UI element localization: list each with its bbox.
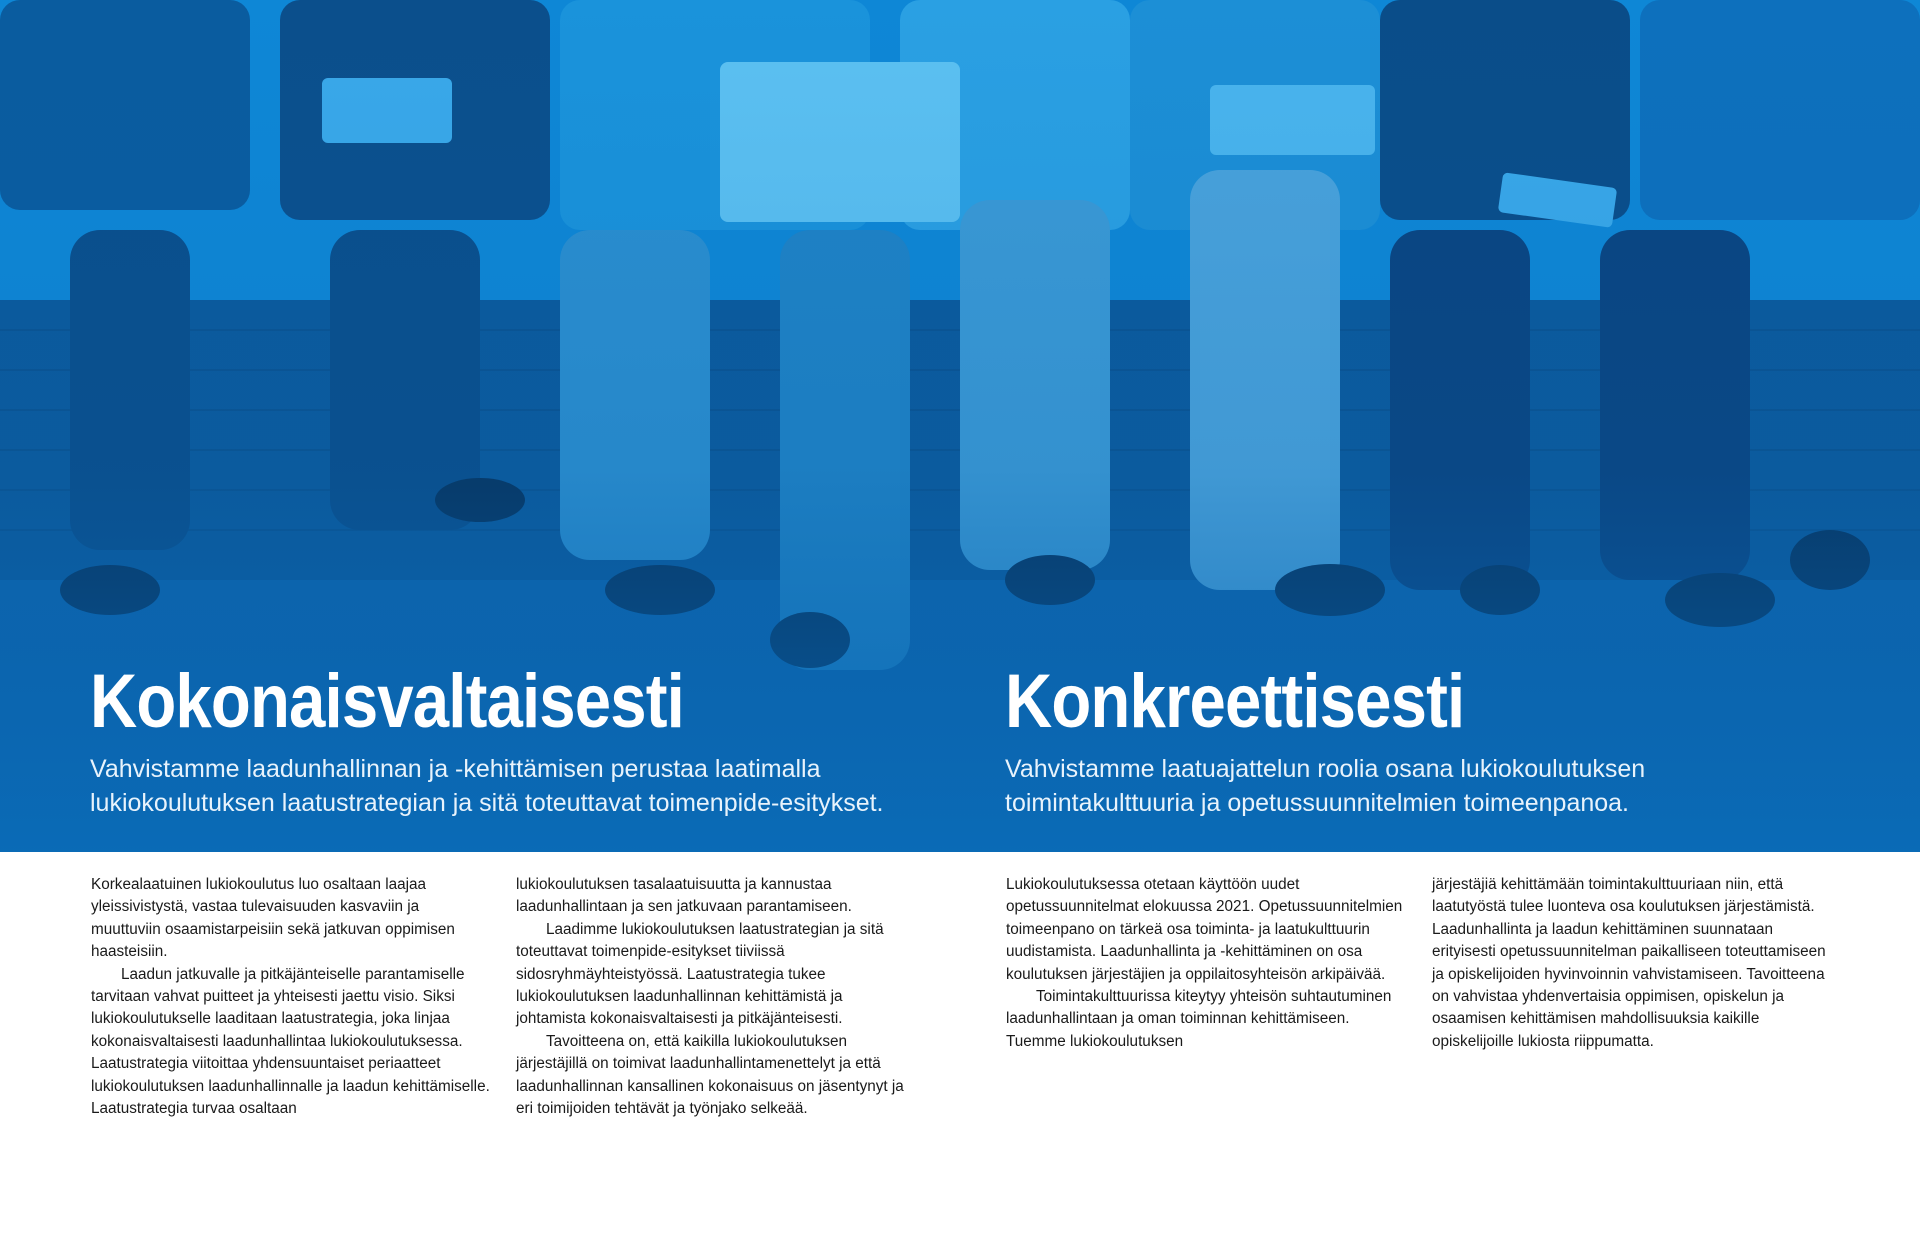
- paragraph: lukiokoulutuksen tasalaatuisuutta ja kannustaa laadunhallintaan ja sen jatkuvaan parantamiseen.: [516, 876, 852, 916]
- paragraph: Tavoitteena on, että kaikilla lukiokoulutuksen järjestäjillä on toimivat laadunhallintamenettelyt ja että laadunhallinnan kansallinen kokonaisuus on jäsentynyt ja eri toimijoiden tehtävät ja työnjako selkeää.: [516, 1032, 904, 1118]
- right-section-title: Konkreettisesti: [1005, 659, 1465, 744]
- left-section-title: Kokonaisvaltaisesti: [90, 659, 684, 744]
- paragraph: Laadimme lukiokoulutuksen laatustrategian ja sitä toteuttavat toimenpide-esitykset tiiviissä sidosryhmäyhteistyössä. Laatustrategia tukee lukiokoulutuksen laadunhallinnan kehittämistä ja johtamista kokonaisvaltaisesti ja pitkäjänteisesti.: [516, 920, 884, 1028]
- right-section-lead: Vahvistamme laatuajattelun roolia osana lukiokoulutuksen toimintakulttuuria ja opetussuunnitelmien toimeenpanoa.: [1005, 755, 1646, 817]
- paragraph: Toimintakulttuurissa kiteytyy yhteisön suhtautuminen laadunhallintaan ja oman toiminnan kehittämiseen. Tuemme lukiokoulutuksen: [1006, 988, 1392, 1050]
- body-column-1: [91, 874, 491, 1120]
- paragraph: Laadun jatkuvalle ja pitkäjänteiselle parantamiselle tarvitaan vahvat puitteet ja yhteisesti jaettu visio. Siksi lukiokoulutukselle laaditaan laatustrategia, joka linjaa kokonaisvaltaisesti laadunhallintaa lukiokoulutuksessa. Laatustrategia viitoittaa yhdensuuntaiset periaatteet lukiokoulutuksen laadunhallinnalle ja laadun kehittämiselle. Laatustrategia turvaa osaltaan: [91, 965, 490, 1118]
- body-column-2: [516, 874, 916, 1120]
- body-column-4: [1432, 874, 1832, 1053]
- paragraph: järjestäjiä kehittämään toimintakulttuuriaan niin, että laatutyöstä tulee luonteva osa koulutuksen järjestämistä. Laadunhallinta ja laadun kehittäminen suunnataan erityisesti opetussuunnitelman paikalliseen toteuttamiseen ja opiskelijoiden hyvinvoinnin vahvistamiseen. Tavoitteena on vahvistaa yhdenvertaisia oppimisen, opiskelun ja osaamisen kehittämisen mahdollisuuksia kaikille opiskelijoille lukiosta riippumatta.: [1432, 876, 1826, 1050]
- left-heading-block: [90, 660, 950, 820]
- paragraph: Korkealaatuinen lukiokoulutus luo osaltaan laajaa yleissivistystä, vastaa tulevaisuuden kasvaviin ja muuttuviin osaamistarpeisiin sekä jatkuvan oppimisen haasteisiin.: [91, 876, 455, 961]
- body-column-3: [1006, 874, 1406, 1053]
- left-section-lead: Vahvistamme laadunhallinnan ja -kehittämisen perustaa laatimalla lukiokoulutuksen laatustrategian ja sitä toteuttavat toimenpide-esitykset.: [90, 755, 884, 817]
- right-heading-block: [1005, 660, 1865, 820]
- paragraph: Lukiokoulutuksessa otetaan käyttöön uudet opetussuunnitelmat elokuussa 2021. Opetussuunnitelmien toimeenpano on tärkeä osa toiminta- ja laatukulttuurin uudistamista. Laadunhallinta ja -kehittäminen on osa koulutuksen järjestäjien ja oppilaitosyhteisön arkipäivää.: [1006, 876, 1403, 983]
